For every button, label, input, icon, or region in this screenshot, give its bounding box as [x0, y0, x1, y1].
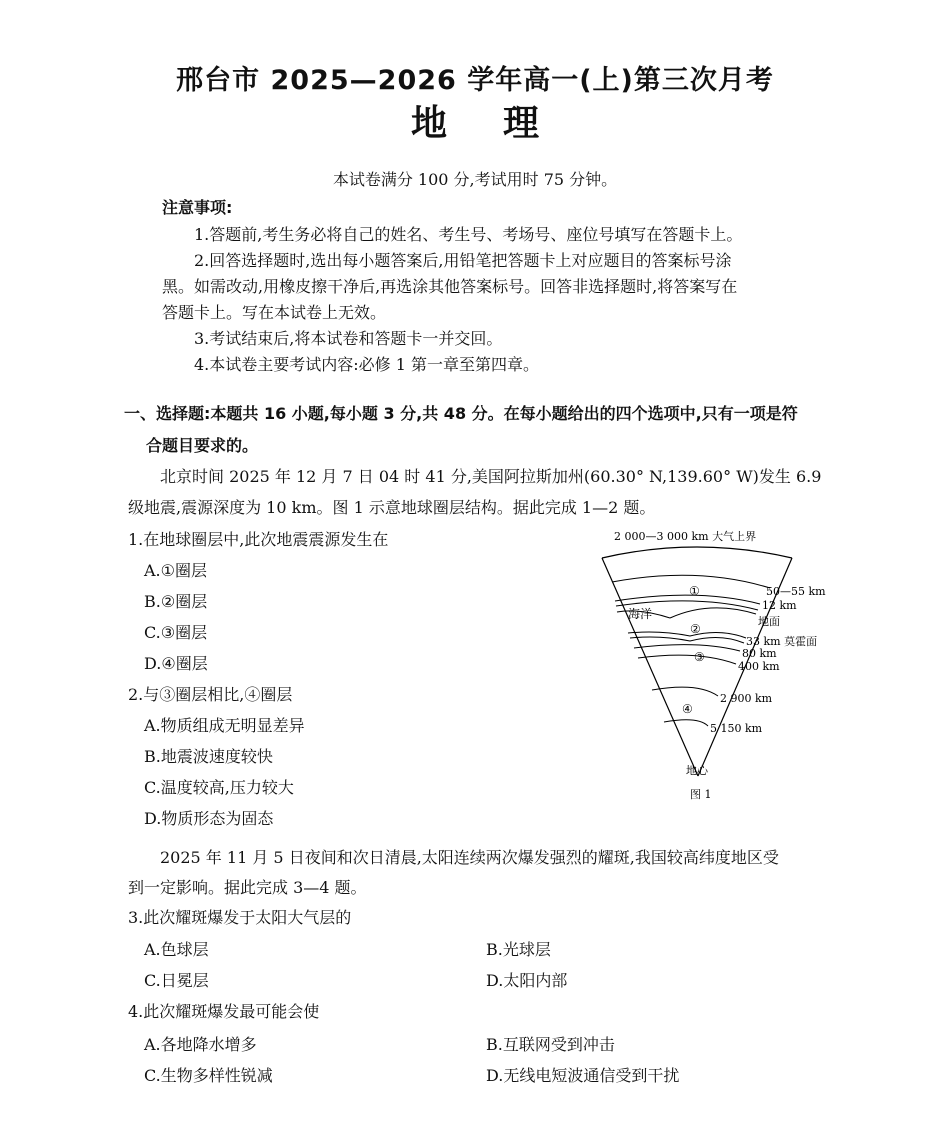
option-3d: D.太阳内部 [486, 971, 568, 990]
question-stem-1: 1.在地球圈层中,此次地震震源发生在 [128, 530, 389, 549]
option-3c: C.日冕层 [144, 971, 209, 990]
question-stem-2: 2.与③圈层相比,④圈层 [128, 685, 293, 704]
notice-line: 黑。如需改动,用橡皮擦干净后,再选涂其他答案标号。回答非选择题时,将答案写在 [162, 277, 738, 296]
option-4a: A.各地降水增多 [144, 1035, 257, 1054]
passage-text: 2025 年 11 月 5 日夜间和次日清晨,太阳连续两次爆发强烈的耀斑,我国较高纬度地区受 [160, 848, 779, 867]
layer-boundary-12km [615, 595, 760, 604]
option-3b: B.光球层 [486, 940, 551, 959]
option-2d: D.物质形态为固态 [144, 809, 274, 828]
option-4d: D.无线电短波通信受到干扰 [486, 1066, 680, 1085]
option-4b: B.互联网受到冲击 [486, 1035, 615, 1054]
section-heading: 一、选择题:本题共 16 小题,每小题 3 分,共 48 分。在每小题给出的四个选项中,只有一项是符 [124, 404, 798, 423]
option-2a: A.物质组成无明显差异 [144, 716, 305, 735]
passage-text: 北京时间 2025 年 12 月 7 日 04 时 41 分,美国阿拉斯加州(60.30° N,139.60° W)发生 6.9 [160, 467, 822, 486]
figure-earth-layers [590, 520, 850, 810]
exam-title: 邢台市 2025—2026 学年高一(上)第三次月考 [176, 65, 774, 96]
depth-label: 5 150 km [710, 722, 763, 735]
ground-line [670, 608, 756, 618]
option-1a: A.①圈层 [144, 561, 207, 580]
depth-label: 12 km [762, 599, 797, 612]
option-2c: C.温度较高,压力较大 [144, 778, 294, 797]
notice-line: 答题卡上。写在本试卷上无效。 [162, 303, 387, 322]
notice-line: 3.考试结束后,将本试卷和答题卡一并交回。 [194, 329, 503, 348]
layer-label-1: ① [689, 584, 700, 598]
option-3a: A.色球层 [144, 940, 209, 959]
atmosphere-boundary-line [602, 547, 792, 558]
depth-label: 400 km [738, 660, 780, 673]
subject-title: 地理 [410, 103, 595, 144]
question-stem-3: 3.此次耀斑爆发于太阳大气层的 [128, 908, 352, 927]
figure-caption: 图 1 [690, 788, 712, 801]
layer-boundary-80km [634, 645, 740, 651]
notice-line: 1.答题前,考生务必将自己的姓名、考生号、考场号、座位号填写在答题卡上。 [194, 225, 743, 244]
option-1d: D.④圈层 [144, 654, 208, 673]
option-1b: B.②圈层 [144, 592, 208, 611]
option-1c: C.③圈层 [144, 623, 208, 642]
section-heading-cont: 合题目要求的。 [146, 436, 259, 455]
figure-top-label: 2 000—3 000 km 大气上界 [614, 530, 757, 543]
question-stem-4: 4.此次耀斑爆发最可能会使 [128, 1002, 320, 1021]
layer-label-2: ② [690, 622, 701, 636]
depth-label: 50—55 km [766, 585, 826, 598]
depth-label: 2 900 km [720, 692, 773, 705]
ocean-label: 海洋 [628, 607, 653, 621]
depth-label: 80 km [742, 647, 777, 660]
exam-info: 本试卷满分 100 分,考试用时 75 分钟。 [332, 170, 618, 189]
passage-text: 到一定影响。据此完成 3—4 题。 [128, 878, 367, 897]
layer-boundary-5150km [664, 720, 708, 726]
depth-label: 地面 [758, 615, 780, 628]
wedge-left-edge [602, 558, 698, 776]
option-4c: C.生物多样性锐减 [144, 1066, 273, 1085]
depth-label: 33 km 莫霍面 [746, 635, 818, 648]
passage-text: 级地震,震源深度为 10 km。图 1 示意地球圈层结构。据此完成 1—2 题。 [128, 498, 656, 517]
layer-boundary-400km [638, 655, 736, 664]
moho-line-inner [630, 637, 744, 643]
notice-line: 4.本试卷主要考试内容:必修 1 第一章至第四章。 [194, 355, 540, 374]
layer-label-4: ④ [682, 702, 693, 716]
center-label: 地心 [686, 764, 708, 777]
notice-line: 2.回答选择题时,选出每小题答案后,用铅笔把答题卡上对应题目的答案标号涂 [194, 251, 732, 270]
layer-label-3: ③ [694, 650, 705, 664]
notice-heading: 注意事项: [162, 198, 233, 217]
option-2b: B.地震波速度较快 [144, 747, 273, 766]
